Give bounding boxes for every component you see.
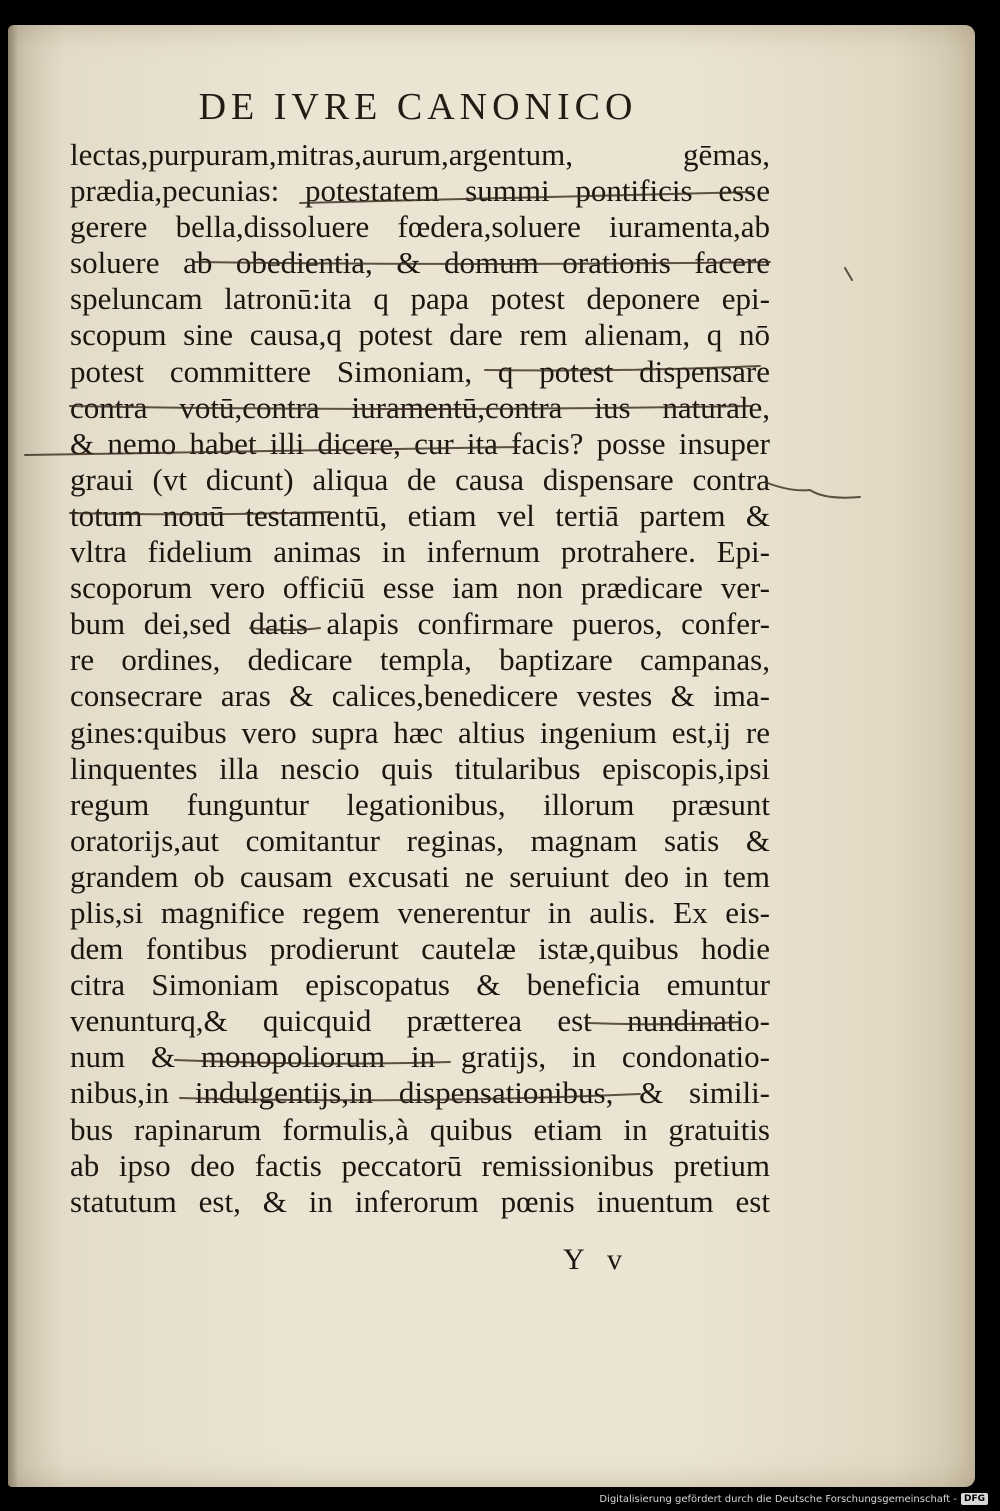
text-line: grandem ob causam excusati ne seruiunt deo in tem [70, 858, 770, 894]
signature-mark: Y v [563, 1243, 631, 1276]
text-line: prædia,pecunias: potestatem summi pontificis esse [70, 173, 770, 209]
text-line: oratorijs,aut comitantur reginas, magnam satis & [70, 822, 770, 858]
text-line: ab ipso deo factis peccatorū remissionibus pretium [70, 1147, 770, 1183]
text-line: potest committere Simoniam, q potest dispensare [70, 353, 770, 389]
body-text [70, 137, 770, 1220]
text-line: vltra fidelium animas in infernum protrahere. Epi- [70, 534, 770, 570]
text-line: bus rapinarum formulis,à quibus etiam in gratuitis [70, 1111, 770, 1147]
text-line: nibus,in indulgentijs,in dispensationibus, & simili- [70, 1075, 770, 1111]
book-page [8, 25, 975, 1487]
text-line: scopum sine causa,q potest dare rem alienam, q nō [70, 317, 770, 353]
digitization-credit [599, 1491, 988, 1507]
text-line: totum nouū testamentū, etiam vel tertiā partem & [70, 497, 770, 533]
dfg-logo-icon: DFG [961, 1493, 988, 1505]
credit-text: Digitalisierung gefördert durch die Deutsche Forschungsgemeinschaft - [599, 1493, 957, 1505]
running-head: DE IVRE CANONICO [198, 86, 638, 128]
text-line: plis,si magnifice regem venerentur in aulis. Ex eis- [70, 894, 770, 930]
text-line: gerere bella,dissoluere fœdera,soluere iuramenta,ab [70, 209, 770, 245]
text-line: & nemo habet illi dicere, cur ita facis? posse insuper [70, 425, 770, 461]
text-line: scoporum vero officiū esse iam non prædicare ver- [70, 570, 770, 606]
text-line: venunturq,& quicquid prætterea est nundinatio- [70, 1003, 770, 1039]
text-line: lectas,purpuram,mitras,aurum,argentum, gēmas, [70, 137, 770, 172]
text-line: soluere ab obedientia, & domum orationis facere [70, 245, 770, 281]
text-line: graui (vt dicunt) aliqua de causa dispensare contra [70, 461, 770, 497]
text-line: dem fontibus prodierunt cautelæ istæ,quibus hodie [70, 931, 770, 967]
text-line: re ordines, dedicare templa, baptizare campanas, [70, 642, 770, 678]
text-line: statutum est, & in inferorum pœnis inuentum est [70, 1183, 770, 1219]
text-line: gines:quibus vero supra hæc altius ingenium est,ij re [70, 714, 770, 750]
text-line: linquentes illa nescio quis titularibus episcopis,ipsi [70, 750, 770, 786]
text-line: regum funguntur legationibus, illorum præsunt [70, 786, 770, 822]
text-line: num & monopoliorum in gratijs, in condonatio- [70, 1039, 770, 1075]
text-line: consecrare aras & calices,benedicere vestes & ima- [70, 678, 770, 714]
text-line: speluncam latronū:ita q papa potest deponere epi- [70, 281, 770, 317]
text-line: bum dei,sed datis alapis confirmare pueros, confer- [70, 606, 770, 642]
text-line: citra Simoniam episcopatus & beneficia emuntur [70, 967, 770, 1003]
text-line: contra votū,contra iuramentū,contra ius naturale, [70, 389, 770, 425]
